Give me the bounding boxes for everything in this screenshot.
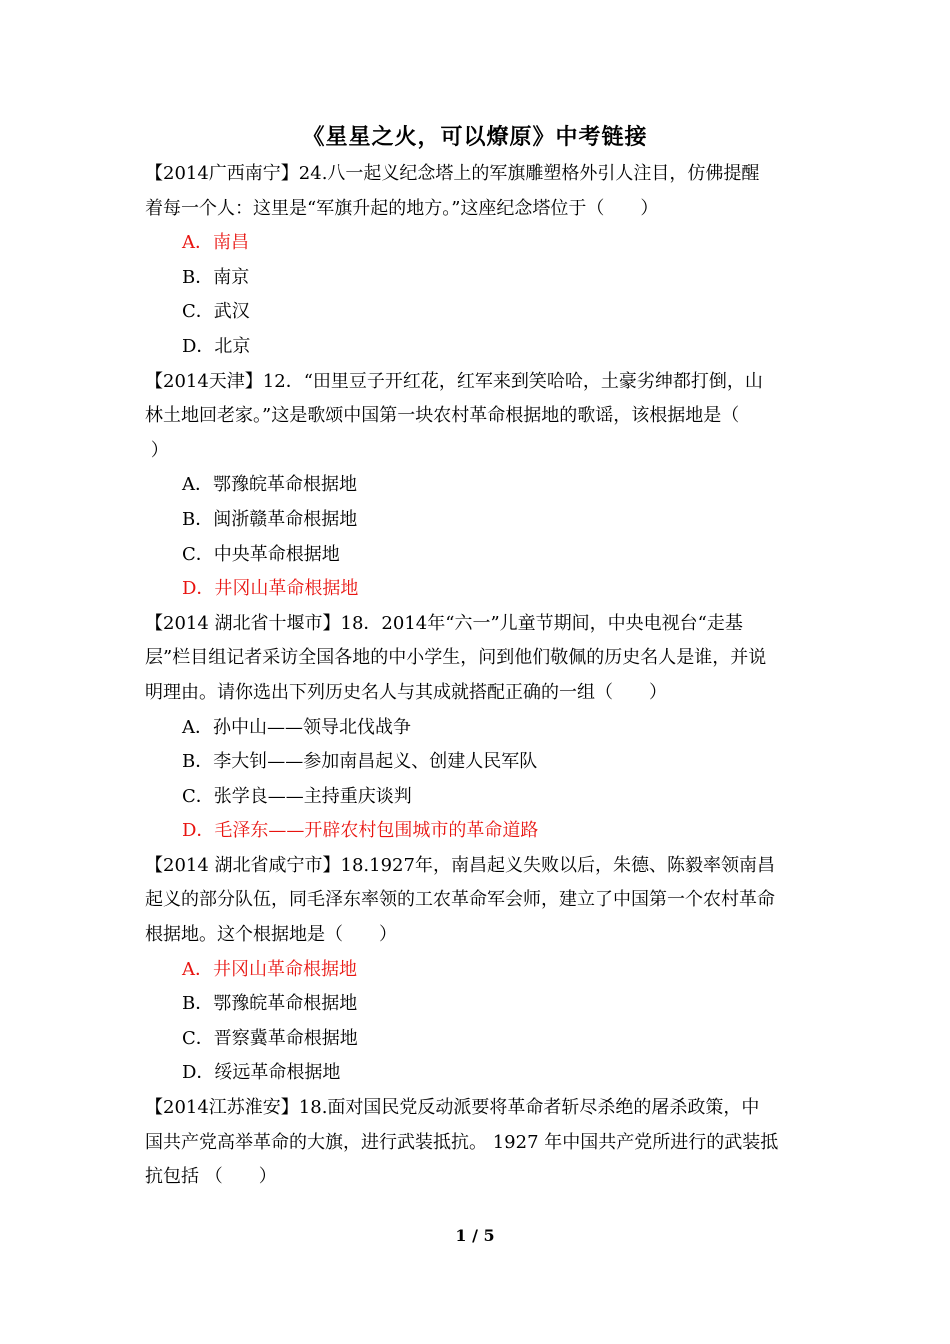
question-5-stem-line-2: 国共产党高举革命的大旗，进行武装抵抗。 1927 年中国共产党所进行的武装抵 (145, 1131, 779, 1153)
question-4-stem-line-2: 起义的部分队伍，同毛泽东率领的工农革命军会师，建立了中国第一个农村革命 (145, 889, 775, 911)
question-1-option-a: A．南昌 (182, 232, 249, 254)
question-3-option-b: B．李大钊——参加南昌起义、创建人民军队 (182, 751, 538, 773)
question-3-stem-line-3: 明理由。请你选出下列历史名人与其成就搭配正确的一组（ ） (145, 681, 667, 703)
question-1 (145, 157, 805, 365)
question-1-stem-line-1: 【2014广西南宁】24.八一起义纪念塔上的军旗雕塑格外引人注目，仿佛提醒 (145, 163, 760, 184)
question-list (145, 157, 805, 1195)
question-2-option-c: C．中央革命根据地 (182, 543, 340, 565)
question-1-option-c: C．武汉 (182, 301, 250, 323)
question-2-option-b: B．闽浙赣革命根据地 (182, 508, 358, 530)
question-3-option-c: C．张学良——主持重庆谈判 (182, 785, 412, 807)
question-1-option-d: D．北京 (182, 335, 251, 357)
question-4-stem-line-3: 根据地。这个根据地是（ ） (145, 924, 397, 946)
question-4-option-a: A．井冈山革命根据地 (182, 958, 357, 980)
question-3-stem-line-2: 层”栏目组记者采访全国各地的中小学生，问到他们敬佩的历史名人是谁，并说 (145, 647, 767, 669)
question-5 (145, 1091, 805, 1195)
question-1-stem-line-2: 着每一个人：这里是“军旗升起的地方。”这座纪念塔位于（ ） (145, 197, 659, 219)
document-title: 《星星之火，可以燎原》中考链接 (302, 124, 648, 150)
question-3-option-d: D．毛泽东——开辟农村包围城市的革命道路 (182, 820, 539, 842)
question-4-stem-line-1: 【2014 湖北省咸宁市】18.1927年，南昌起义失败以后，朱德、陈毅率领南昌 (145, 854, 775, 876)
question-2-stem-line-1: 【2014天津】12．“田里豆子开红花，红军来到笑哈哈，土豪劣绅都打倒，山 (145, 370, 763, 392)
question-2-option-a: A．鄂豫皖革命根据地 (182, 474, 357, 496)
question-4 (145, 849, 805, 1091)
question-2-stem-line-2: 林土地回老家。”这是歌颂中国第一块农村革命根据地的歌谣，该根据地是（ (145, 405, 740, 427)
question-1-option-b: B．南京 (182, 266, 250, 288)
question-5-stem-line-1: 【2014江苏淮安】18.面对国民党反动派要将革命者斩尽杀绝的屠杀政策，中 (145, 1097, 760, 1119)
question-5-stem-line-3: 抗包括 （ ） (145, 1166, 277, 1188)
question-4-option-c: C．晋察冀革命根据地 (182, 1027, 358, 1049)
question-3 (145, 607, 805, 849)
question-2-option-d: D．井冈山革命根据地 (182, 578, 359, 600)
question-3-option-a: A．孙中山——领导北伐战争 (182, 716, 411, 738)
question-4-option-b: B．鄂豫皖革命根据地 (182, 993, 358, 1015)
question-4-option-d: D．绥远革命根据地 (182, 1062, 341, 1084)
question-3-stem-line-1: 【2014 湖北省十堰市】18．2014年“六一”儿童节期间，中央电视台“走基 (145, 612, 743, 634)
page-number: 1 / 5 (455, 1226, 495, 1245)
question-2-stem-line-3: ） (145, 439, 169, 461)
question-2 (145, 365, 805, 607)
